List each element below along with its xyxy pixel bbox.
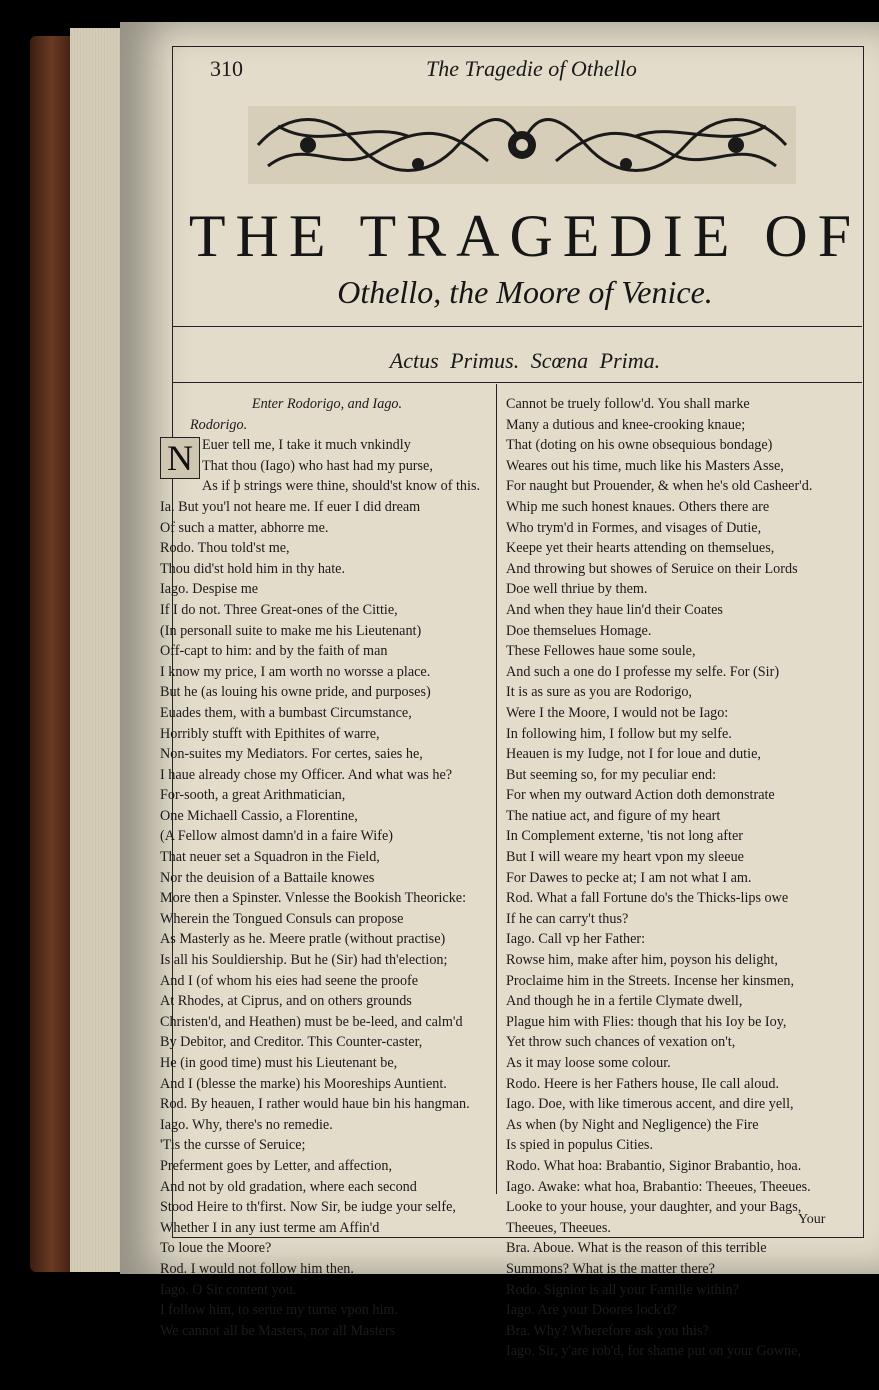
text-line: And throwing but showes of Seruice on their Lords	[506, 560, 798, 577]
text-line: Rodo. Heere is her Fathers house, Ile call aloud.	[506, 1075, 780, 1092]
text-line: Non-suites my Mediators. For certes, saies he,	[160, 746, 423, 763]
text-line: Stood Heire to th'first. Now Sir, be iudge your selfe,	[160, 1199, 456, 1216]
running-head	[210, 56, 830, 86]
text-line: But he (as louing his owne pride, and purposes)	[160, 684, 431, 701]
text-line: And I (blesse the marke) his Mooreships Auntient.	[160, 1075, 447, 1092]
text-line: Nor the deuision of a Battaile knowes	[160, 869, 375, 886]
text-line: Bra. Why? Wherefore ask you this?	[506, 1322, 709, 1339]
text-line: That thou (Iago) who hast had my purse,	[202, 457, 433, 474]
text-line: Doe themselues Homage.	[506, 622, 652, 639]
text-line: Who trym'd in Formes, and visages of Dutie,	[506, 519, 762, 536]
folio-page	[120, 22, 879, 1360]
text-line: That neuer set a Squadron in the Field,	[160, 849, 380, 866]
text-line: And not by old gradation, where each second	[160, 1178, 417, 1195]
text-line: Iago. O Sir content you.	[160, 1281, 297, 1298]
text-line: And such a one do I professe my selfe. For (Sir)	[506, 663, 780, 680]
text-line: Is spied in populus Cities.	[506, 1137, 654, 1154]
text-line: Wherein the Tongued Consuls can propose	[160, 910, 404, 927]
running-title: The Tragedie of Othello	[426, 56, 637, 81]
text-line: Preferment goes by Letter, and affection,	[160, 1157, 392, 1174]
column-divider	[496, 384, 497, 1194]
text-line: Iago. Awake: what hoa, Brabantio: Theeues, Theeues.	[506, 1178, 811, 1195]
text-line: Rod. What a fall Fortune do's the Thicks-lips owe	[506, 890, 789, 907]
text-line: Iago. Sir, y'are rob'd, for shame put on your Gowne,	[506, 1343, 801, 1360]
act-rule	[172, 382, 862, 383]
text-line: But I will weare my heart vpon my sleeue	[506, 849, 744, 866]
catchword: Your	[798, 1212, 826, 1227]
text-line: More then a Spinster. Vnlesse the Bookish Theoricke:	[160, 890, 467, 907]
decorative-headpiece	[248, 106, 796, 184]
text-line: In following him, I follow but my selfe.	[506, 725, 732, 742]
text-line: We cannot all be Masters, nor all Masters	[160, 1322, 396, 1339]
text-line: For when my outward Action doth demonstrate	[506, 787, 775, 804]
text-line: Weares out his time, much like his Masters Asse,	[506, 457, 784, 474]
text-line: I know my price, I am worth no worsse a place.	[160, 663, 431, 680]
text-line: Is all his Souldiership. But he (Sir) had th'election;	[160, 952, 448, 969]
text-line: That (doting on his owne obsequious bondage)	[506, 437, 773, 454]
text-line: Bra. Aboue. What is the reason of this terrible	[506, 1240, 767, 1257]
act-scene-heading: Actus Primus. Scœna Prima.	[389, 348, 661, 373]
stage-direction: Enter Rodorigo, and Iago.	[251, 396, 403, 412]
title-rule	[172, 326, 862, 327]
text-line: Rod. By heauen, I rather would haue bin his hangman.	[160, 1096, 470, 1113]
text-line: Euades them, with a bumbast Circumstance,	[160, 704, 412, 721]
text-line: Iago. Why, there's no remedie.	[160, 1116, 333, 1133]
text-line: Horribly stufft with Epithites of warre,	[160, 725, 380, 742]
text-line: Rodo. What hoa: Brabantio, Siginor Brabantio, hoa.	[506, 1157, 802, 1174]
text-line: Euer tell me, I take it much vnkindly	[202, 437, 411, 454]
text-line: Rodo. Thou told'st me,	[160, 540, 290, 557]
text-line: Proclaime him in the Streets. Incense her kinsmen,	[506, 972, 795, 989]
text-line: Plague him with Flies: though that his Ioy be Ioy,	[506, 1013, 787, 1030]
text-line: I haue already chose my Officer. And what was he?	[160, 766, 453, 783]
text-line: In Complement externe, 'tis not long after	[506, 828, 743, 845]
text-line: Ia. But you'l not heare me. If euer I did dream	[160, 498, 421, 515]
text-line: Rowse him, make after him, poyson his delight,	[506, 952, 778, 969]
text-line: Looke to your house, your daughter, and your Bags,	[506, 1199, 802, 1216]
text-line: For naught but Prouender, & when he's old Casheer'd.	[506, 478, 813, 495]
speaker-heading: Rodorigo.	[190, 416, 248, 433]
play-title: THE TRAGEDIE OF	[188, 203, 862, 269]
left-text-lines	[160, 497, 494, 1341]
text-line: For-sooth, a great Arithmatician,	[160, 787, 346, 804]
text-line: Iago. Doe, with like timerous accent, and dire yell,	[506, 1096, 794, 1113]
text-line: To loue the Moore?	[160, 1240, 272, 1257]
drop-cap-block	[160, 435, 494, 497]
text-line: At Rhodes, at Ciprus, and on others grounds	[160, 993, 412, 1010]
text-line: Theeues, Theeues.	[506, 1219, 611, 1236]
text-line: Whip me such honest knaues. Others there are	[506, 498, 770, 515]
text-line: He (in good time) must his Lieutenant be,	[160, 1055, 398, 1071]
text-line: If he can carry't thus?	[506, 910, 629, 927]
text-line: Summons? What is the matter there?	[506, 1260, 715, 1277]
text-line: Iago. Are your Doores lock'd?	[506, 1302, 677, 1319]
text-line: But seeming so, for my peculiar end:	[506, 766, 717, 783]
text-line: Keepe yet their hearts attending on themselues,	[506, 540, 775, 557]
text-line: By Debitor, and Creditor. This Counter-caster,	[160, 1034, 423, 1051]
text-line: As when (by Night and Negligence) the Fire	[506, 1116, 759, 1133]
text-line: Yet throw such chances of vexation on't,	[506, 1034, 736, 1051]
text-line: Doe well thriue by them.	[506, 581, 648, 598]
text-line: And when they haue lin'd their Coates	[506, 601, 723, 618]
text-line: And I (of whom his eies had seene the proofe	[160, 972, 419, 989]
text-line: Thou did'st hold him in thy hate.	[160, 560, 346, 577]
text-line: Whether I in any iust terme am Affin'd	[160, 1219, 380, 1236]
text-line: Rod. I would not follow him then.	[160, 1260, 354, 1277]
text-line: Many a dutious and knee-crooking knaue;	[506, 416, 746, 433]
text-line: For Dawes to pecke at; I am not what I am.	[506, 869, 752, 886]
left-column	[160, 394, 494, 1341]
text-line: Cannot be truely follow'd. You shall marke	[506, 396, 750, 412]
text-line: (In personall suite to make me his Lieutenant)	[160, 622, 422, 639]
text-line: Rodo. Signior is all your Familie within?	[506, 1281, 739, 1298]
text-line: As if þ strings were thine, should'st know of this.	[202, 478, 481, 495]
text-line: (A Fellow almost damn'd in a faire Wife)	[160, 828, 393, 845]
text-line: Iago. Call vp her Father:	[506, 931, 646, 948]
text-line: As it may loose some colour.	[506, 1055, 671, 1071]
text-line: Heauen is my Iudge, not I for loue and dutie,	[506, 746, 761, 763]
drop-cap-letter: N	[160, 437, 200, 479]
text-line: As Masterly as he. Meere pratle (without practise)	[160, 931, 446, 948]
text-line: 'Tis the cursse of Seruice;	[160, 1137, 306, 1154]
text-line: Of such a matter, abhorre me.	[160, 519, 329, 536]
text-line: Christen'd, and Heathen) must be be-leed, and calm'd	[160, 1013, 463, 1030]
text-line: The natiue act, and figure of my heart	[506, 807, 721, 824]
text-line: These Fellowes haue some soule,	[506, 643, 696, 660]
page-number: 310	[210, 56, 243, 81]
text-line: It is as sure as you are Rodorigo,	[506, 684, 692, 701]
text-line: I follow him, to serue my turne vpon him.	[160, 1302, 399, 1319]
text-line: Off-capt to him: and by the faith of man	[160, 643, 388, 660]
play-subtitle: Othello, the Moore of Venice.	[337, 274, 713, 310]
text-line: If I do not. Three Great-ones of the Cittie,	[160, 601, 398, 618]
text-line: Were I the Moore, I would not be Iago:	[506, 704, 729, 721]
text-line: Iago. Despise me	[160, 581, 259, 598]
text-line: One Michaell Cassio, a Florentine,	[160, 807, 358, 824]
text-line: And though he in a fertile Clymate dwell,	[506, 993, 743, 1010]
